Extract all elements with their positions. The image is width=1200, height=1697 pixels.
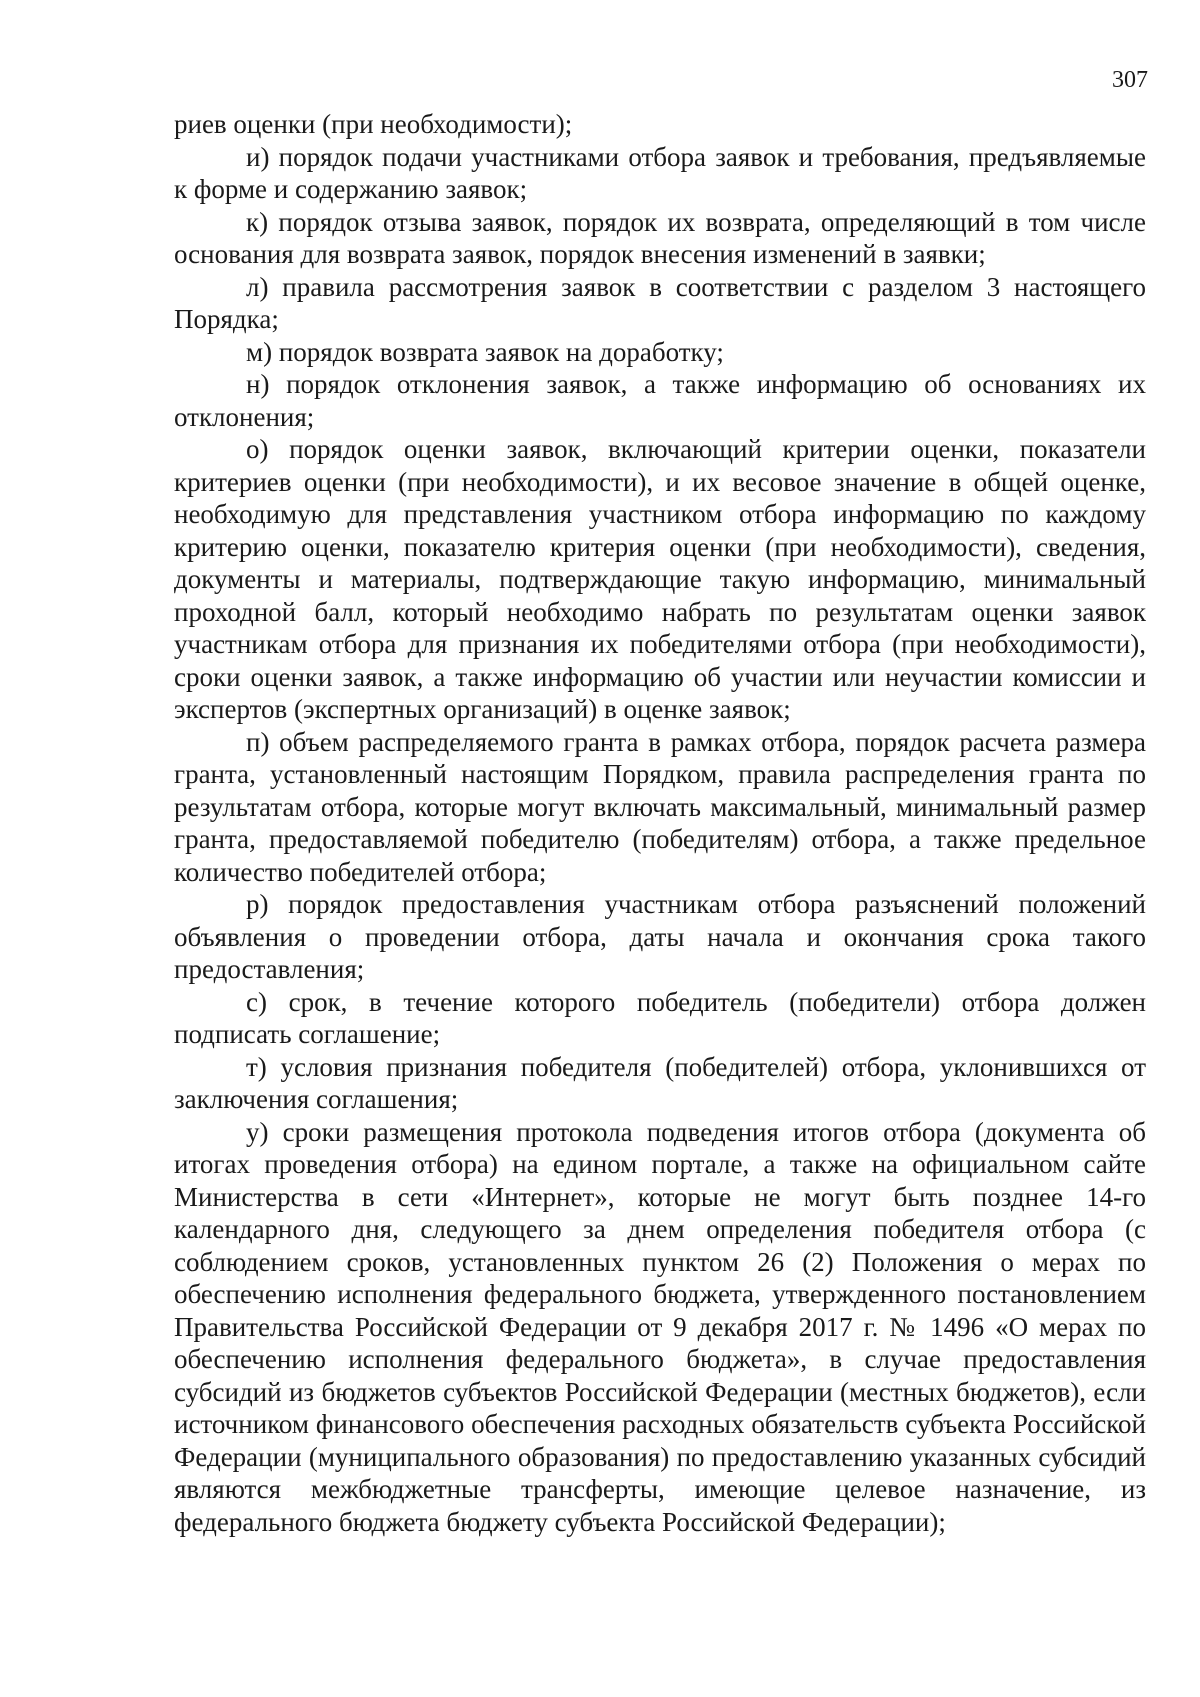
paragraph-item-u: у) сроки размещения протокола подведения итогов отбора (документа об итогах проведения отбора) на едином портале, а также на официальном сайте Министерства в сети «Интернет», которые не могут быть позднее 14-го календарного дня, следующего за днем определения победителя отбора (с соблюдением сроков, установленных пунктом 26 (2) Положения о мерах по обеспечению исполнения федерального бюджета, утвержденного постановлением Правительства Российской Федерации от 9 декабря 2017 г. № 1496 «О мерах по обеспечению исполнения федерального бюджета», в случае предоставления субсидий из бюджетов субъектов Российской Федерации (местных бюджетов), если источником финансового обеспечения расходных обязательств субъекта Российской Федерации (муниципального образования) по предоставлению указанных субсидий являются межбюджетные трансферты, имеющие целевое назначение, из федерального бюджета бюджету субъекта Российской Федерации);	[174, 1116, 1146, 1537]
paragraph-item-m: м) порядок возврата заявок на доработку;	[246, 336, 724, 367]
page-number: 307	[1112, 67, 1148, 93]
paragraph-item-s: с) срок, в течение которого победитель (победители) отбора должен подписать соглашение;	[174, 986, 1146, 1049]
paragraph-item-p: п) объем распределяемого гранта в рамках отбора, порядок расчета размера гранта, установленный настоящим Порядком, правила распределения гранта по результатам отбора, которые могут включать максимальный, минимальный размер гранта, предоставляемой победителю (победителям) отбора, а также предельное количество победителей отбора;	[174, 726, 1146, 887]
paragraph-continuation: риев оценки (при необходимости);	[174, 109, 573, 139]
paragraph-item-n: н) порядок отклонения заявок, а также информацию об основаниях их отклонения;	[174, 369, 1146, 432]
document-body	[174, 108, 1146, 1538]
paragraph-item-k: к) порядок отзыва заявок, порядок их возврата, определяющий в том числе основания для возврата заявок, порядок внесения изменений в заявки;	[174, 206, 1146, 269]
paragraph-item-o: о) порядок оценки заявок, включающий критерии оценки, показатели критериев оценки (при необходимости), и их весовое значение в общей оценке, необходимую для представления участником отбора информацию по каждому критерию оценки, показателю критерия оценки (при необходимости), сведения, документы и материалы, подтверждающие такую информацию, минимальный проходной балл, который необходимо набрать по результатам оценки заявок участникам отбора для признания их победителями отбора (при необходимости), сроки оценки заявок, а также информацию об участии или неучастии комиссии и экспертов (экспертных организаций) в оценке заявок;	[174, 434, 1146, 724]
paragraph-item-r: р) порядок предоставления участникам отбора разъяснений положений объявления о проведении отбора, даты начала и окончания срока такого предоставления;	[174, 889, 1146, 984]
paragraph-item-i: и) порядок подачи участниками отбора заявок и требования, предъявляемые к форме и содержанию заявок;	[174, 141, 1146, 204]
paragraph-item-l: л) правила рассмотрения заявок в соответствии с разделом 3 настоящего Порядка;	[174, 271, 1146, 334]
paragraph-item-t: т) условия признания победителя (победителей) отбора, уклонившихся от заключения соглашения;	[174, 1051, 1146, 1114]
